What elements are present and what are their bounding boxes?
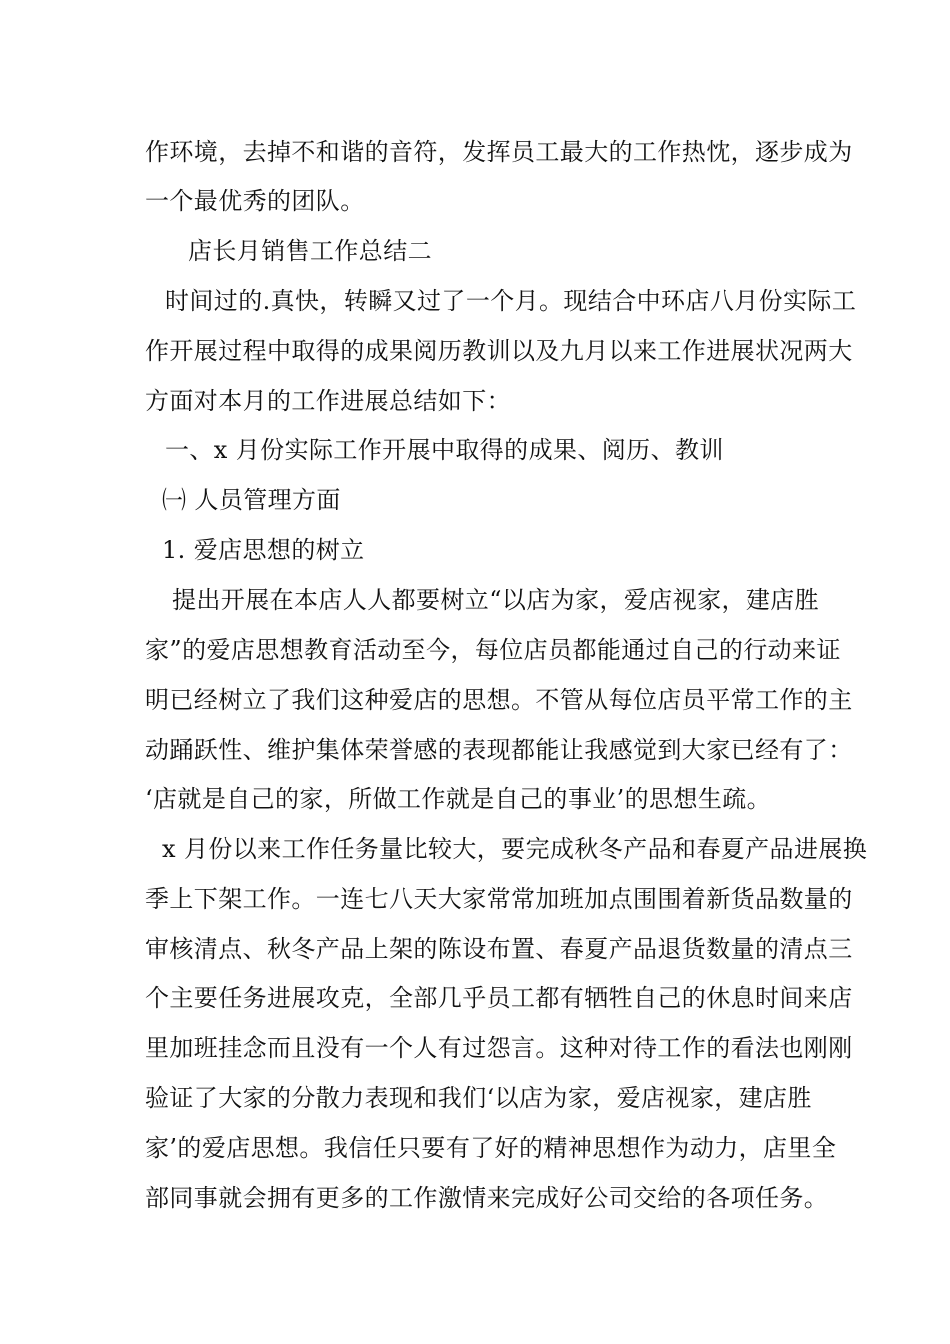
paragraph-line: ‘店就是自己的家，所做工作就是自己的事业’的思想生疏。	[145, 785, 772, 813]
paragraph-line: 里加班挂念而且没有一个人有过怨言。这种对待工作的看法也刚刚	[145, 1034, 853, 1062]
paragraph-line: 作环境，去掉不和谐的音符，发挥员工最大的工作热忱，逐步成为	[145, 138, 853, 166]
paragraph-line: 季上下架工作。一连七八天大家常常加班加点围围着新货品数量的	[145, 885, 853, 913]
paragraph-line: 方面对本月的工作进展总结如下：	[145, 387, 511, 415]
paragraph-line: 作开展过程中取得的成果阅历教训以及九月以来工作进展状况两大	[145, 337, 853, 365]
paragraph-line: 动踊跃性、维护集体荣誉感的表现都能让我感觉到大家已经有了：	[145, 736, 853, 764]
paragraph-line: 家’的爱店思想。我信任只要有了好的精神思想作为动力，店里全	[145, 1134, 837, 1162]
subheading-line: 1. 爱店思想的树立	[162, 536, 365, 564]
paragraph-line: 提出开展在本店人人都要树立“以店为家，爱店视家，建店胜	[172, 586, 820, 614]
subheading-line: ㈠ 人员管理方面	[162, 486, 341, 514]
paragraph-line: 一个最优秀的团队。	[145, 187, 365, 215]
paragraph-line: 家”的爱店思想教育活动至今，每位店员都能通过自己的行动来证	[145, 636, 841, 664]
section-title: 店长月销售工作总结二	[188, 237, 432, 265]
paragraph-line: 审核清点、秋冬产品上架的陈设布置、春夏产品退货数量的清点三	[145, 935, 853, 963]
paragraph-line: x 月份以来工作任务量比较大，要完成秋冬产品和春夏产品进展换	[162, 835, 868, 863]
heading-line: 一、x 月份实际工作开展中取得的成果、阅历、教训	[165, 436, 724, 464]
paragraph-line: 验证了大家的分散力表现和我们‘以店为家，爱店视家，建店胜	[145, 1084, 812, 1112]
paragraph-line: 个主要任务进展攻克，全部几乎员工都有牺牲自己的休息时间来店	[145, 984, 853, 1012]
paragraph-line: 部同事就会拥有更多的工作激情来完成好公司交给的各项任务。	[145, 1184, 829, 1212]
paragraph-line: 时间过的.真快，转瞬又过了一个月。现结合中环店八月份实际工	[165, 287, 857, 315]
paragraph-line: 明已经树立了我们这种爱店的思想。不管从每位店员平常工作的主	[145, 686, 853, 714]
